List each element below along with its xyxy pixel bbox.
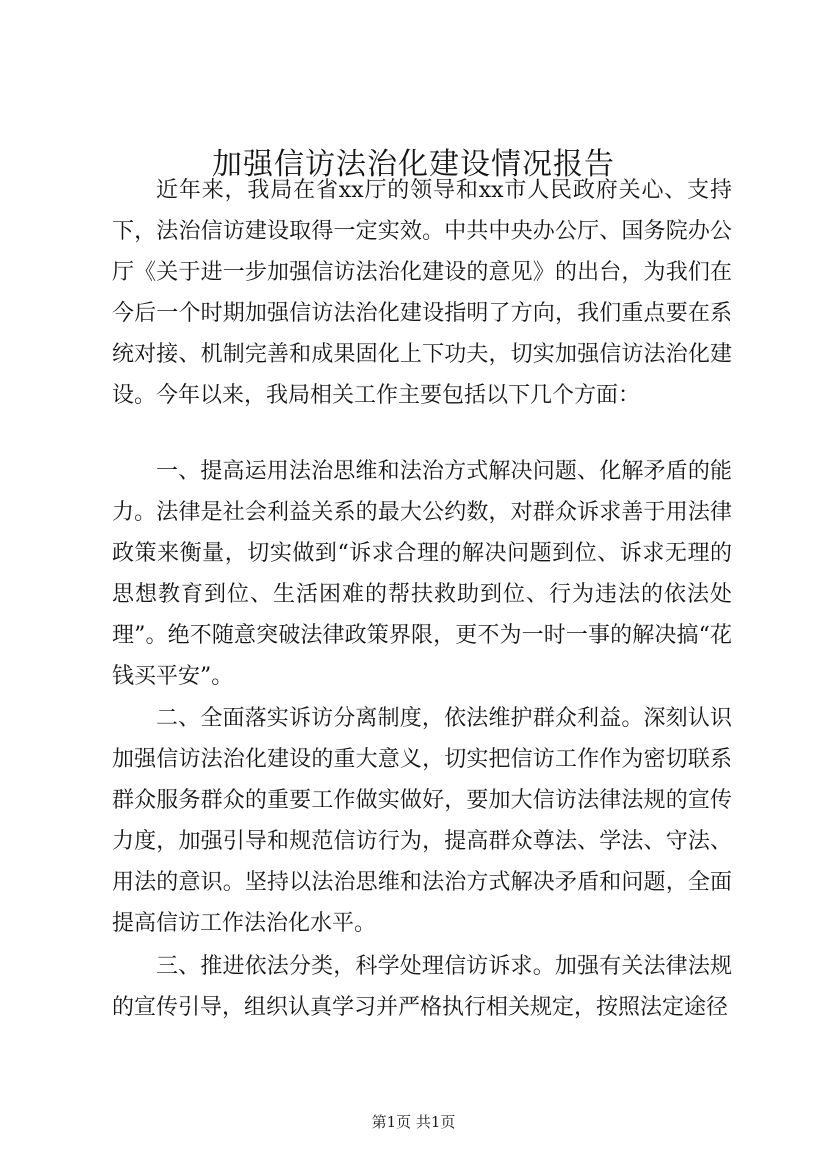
paragraph-section-3: 三、推进依法分类，科学处理信访诉求。加强有关法律法规的宣传引导，组织认真学习并严格执行相关规定，按照法定途径 bbox=[112, 954, 732, 1020]
page-number-footer: 第1页 共1页 bbox=[371, 1113, 456, 1131]
paragraph-intro: 近年来，我局在省xx厅的领导和xx市人民政府关心、支持下，法治信访建设取得一定实效。中共中央办公厅、国务院办公厅《关于进一步加强信访法治化建设的意见》的出台，为我们在今后一个时期加强信访法治化建设指明了方向，我们重点要在系统对接、机制完善和成果固化上下功夫，切实加强信访法治化建设。今年以来，我局相关工作主要包括以下几个方面： bbox=[112, 178, 732, 408]
document-title: 加强信访法治化建设情况报告 bbox=[212, 147, 615, 182]
paragraph-section-1: 一、提高运用法治思维和法治方式解决问题、化解矛盾的能力。法律是社会利益关系的最大公约数，对群众诉求善于用法律政策来衡量，切实做到“诉求合理的解决问题到位、诉求无理的思想教育到位、生活困难的帮扶救助到位、行为违法的依法处理”。绝不随意突破法律政策界限，更不为一时一事的解决搞“花钱买平安”。 bbox=[112, 459, 732, 689]
paragraph-section-2: 二、全面落实诉访分离制度，依法维护群众利益。深刻认识加强信访法治化建设的重大意义，切实把信访工作作为密切联系群众服务群众的重要工作做实做好，要加大信访法律法规的宣传力度，加强引导和规范信访行为，提高群众尊法、学法、守法、用法的意识。坚持以法治思维和法治方式解决矛盾和问题，全面提高信访工作法治化水平。 bbox=[112, 706, 732, 936]
